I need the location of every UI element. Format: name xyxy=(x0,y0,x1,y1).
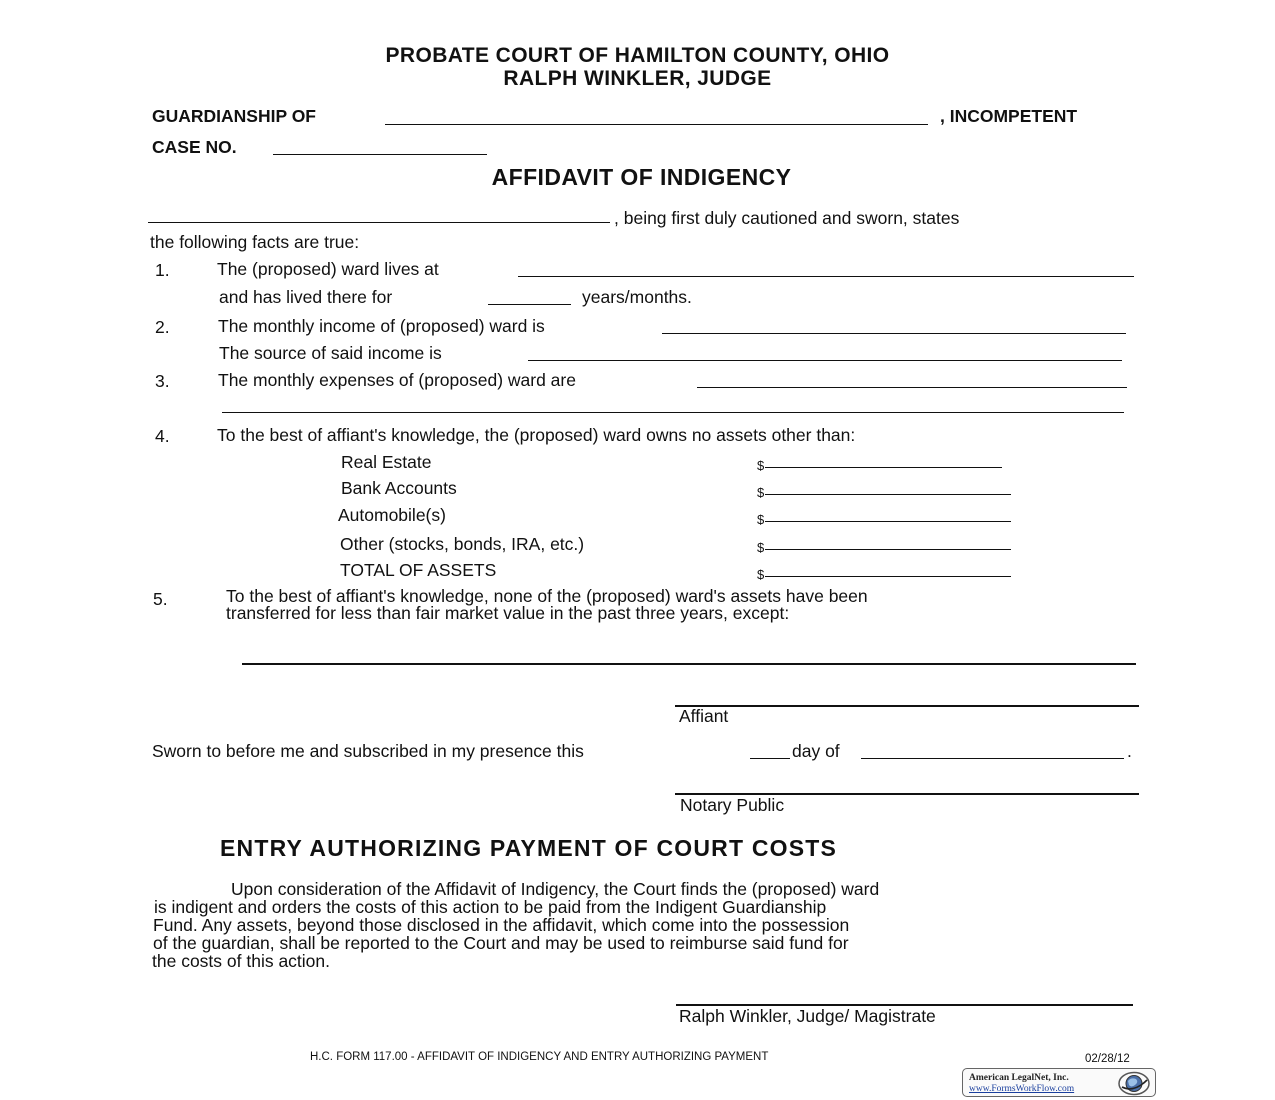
item-text: years/months. xyxy=(582,287,692,307)
publisher-logo[interactable] xyxy=(962,1068,1156,1097)
entry-paragraph-line: Upon consideration of the Affidavit of Indigency, the Court finds the (proposed) ward xyxy=(231,879,880,899)
publisher-link[interactable]: www.FormsWorkFlow.com xyxy=(969,1084,1075,1094)
guardianship-label: GUARDIANSHIP OF xyxy=(152,106,316,126)
currency-symbol: $ xyxy=(757,540,765,555)
item-text: transferred for less than fair market value in the past three years, except: xyxy=(226,603,790,623)
intro-text-line2: the following facts are true: xyxy=(150,232,360,252)
publisher-name: American LegalNet, Inc. xyxy=(969,1073,1069,1083)
item-number: 2. xyxy=(155,317,170,337)
real-estate-field[interactable] xyxy=(765,467,1002,468)
guardianship-field[interactable] xyxy=(385,124,928,125)
affiant-name-field[interactable] xyxy=(148,222,610,223)
asset-label: TOTAL OF ASSETS xyxy=(340,560,497,580)
automobiles-field[interactable] xyxy=(765,521,1011,522)
form-date: 02/28/12 xyxy=(1085,1053,1130,1065)
duration-field[interactable] xyxy=(488,304,571,305)
item-text: To the best of affiant's knowledge, the (proposed) ward owns no assets other than: xyxy=(217,425,856,445)
monthly-income-field[interactable] xyxy=(662,333,1126,334)
case-number-field[interactable] xyxy=(273,154,487,155)
entry-paragraph-line: of the guardian, shall be reported to the Court and may be used to reimburse said fund for xyxy=(153,933,849,953)
notary-label: Notary Public xyxy=(680,795,785,815)
entry-paragraph-line: is indigent and orders the costs of this action to be paid from the Indigent Guardianship xyxy=(154,897,827,917)
income-source-field[interactable] xyxy=(528,360,1122,361)
affidavit-title: AFFIDAVIT OF INDIGENCY xyxy=(491,164,792,190)
item-number: 5. xyxy=(153,589,168,609)
court-title: PROBATE COURT OF HAMILTON COUNTY, OHIO xyxy=(385,44,890,67)
intro-text: , being first duly cautioned and sworn, states xyxy=(614,208,960,228)
sworn-month-field[interactable] xyxy=(861,758,1124,759)
bank-accounts-field[interactable] xyxy=(765,494,1011,495)
judge-title: RALPH WINKLER, JUDGE xyxy=(503,67,772,90)
item-text: The monthly income of (proposed) ward is xyxy=(218,316,545,336)
item-text: To the best of affiant's knowledge, none of the (proposed) ward's assets have been xyxy=(226,586,868,606)
item-number: 3. xyxy=(155,371,170,391)
ward-address-field[interactable] xyxy=(518,276,1134,277)
asset-label: Real Estate xyxy=(341,452,432,472)
currency-symbol: $ xyxy=(757,485,765,500)
sworn-text: day of xyxy=(792,741,840,761)
other-assets-field[interactable] xyxy=(765,549,1011,550)
globe-icon xyxy=(1117,1071,1151,1096)
case-label: CASE NO. xyxy=(152,137,237,157)
affiant-label: Affiant xyxy=(679,706,729,726)
currency-symbol: $ xyxy=(757,458,765,473)
total-assets-field[interactable] xyxy=(765,576,1011,577)
affiant-signature-line[interactable] xyxy=(675,705,1139,707)
item-number: 1. xyxy=(155,260,170,280)
item-number: 4. xyxy=(155,426,170,446)
transferred-assets-field[interactable] xyxy=(242,663,1136,665)
asset-label: Other (stocks, bonds, IRA, etc.) xyxy=(340,534,585,554)
currency-symbol: $ xyxy=(757,567,765,582)
entry-paragraph-line: Fund. Any assets, beyond those disclosed in the affidavit, which come into the possession xyxy=(153,915,850,935)
sworn-day-field[interactable] xyxy=(750,758,790,759)
item-text: and has lived there for xyxy=(219,287,393,307)
item-text: The source of said income is xyxy=(219,343,442,363)
monthly-expenses-field-2[interactable] xyxy=(222,412,1124,413)
monthly-expenses-field[interactable] xyxy=(697,387,1127,388)
entry-title: ENTRY AUTHORIZING PAYMENT OF COURT COSTS xyxy=(220,835,838,861)
asset-label: Bank Accounts xyxy=(341,478,457,498)
item-text: The (proposed) ward lives at xyxy=(217,259,439,279)
currency-symbol: $ xyxy=(757,512,765,527)
form-footer: H.C. FORM 117.00 - AFFIDAVIT OF INDIGENCY AND ENTRY AUTHORIZING PAYMENT xyxy=(310,1051,769,1063)
item-text: The monthly expenses of (proposed) ward are xyxy=(218,370,576,390)
judge-signer-label: Ralph Winkler, Judge/ Magistrate xyxy=(679,1006,936,1026)
sworn-text: Sworn to before me and subscribed in my presence this xyxy=(152,741,584,761)
asset-label: Automobile(s) xyxy=(338,505,446,525)
entry-paragraph-line: the costs of this action. xyxy=(152,951,331,971)
sworn-end: . xyxy=(1127,741,1132,761)
incompetent-label: , INCOMPETENT xyxy=(940,106,1078,126)
